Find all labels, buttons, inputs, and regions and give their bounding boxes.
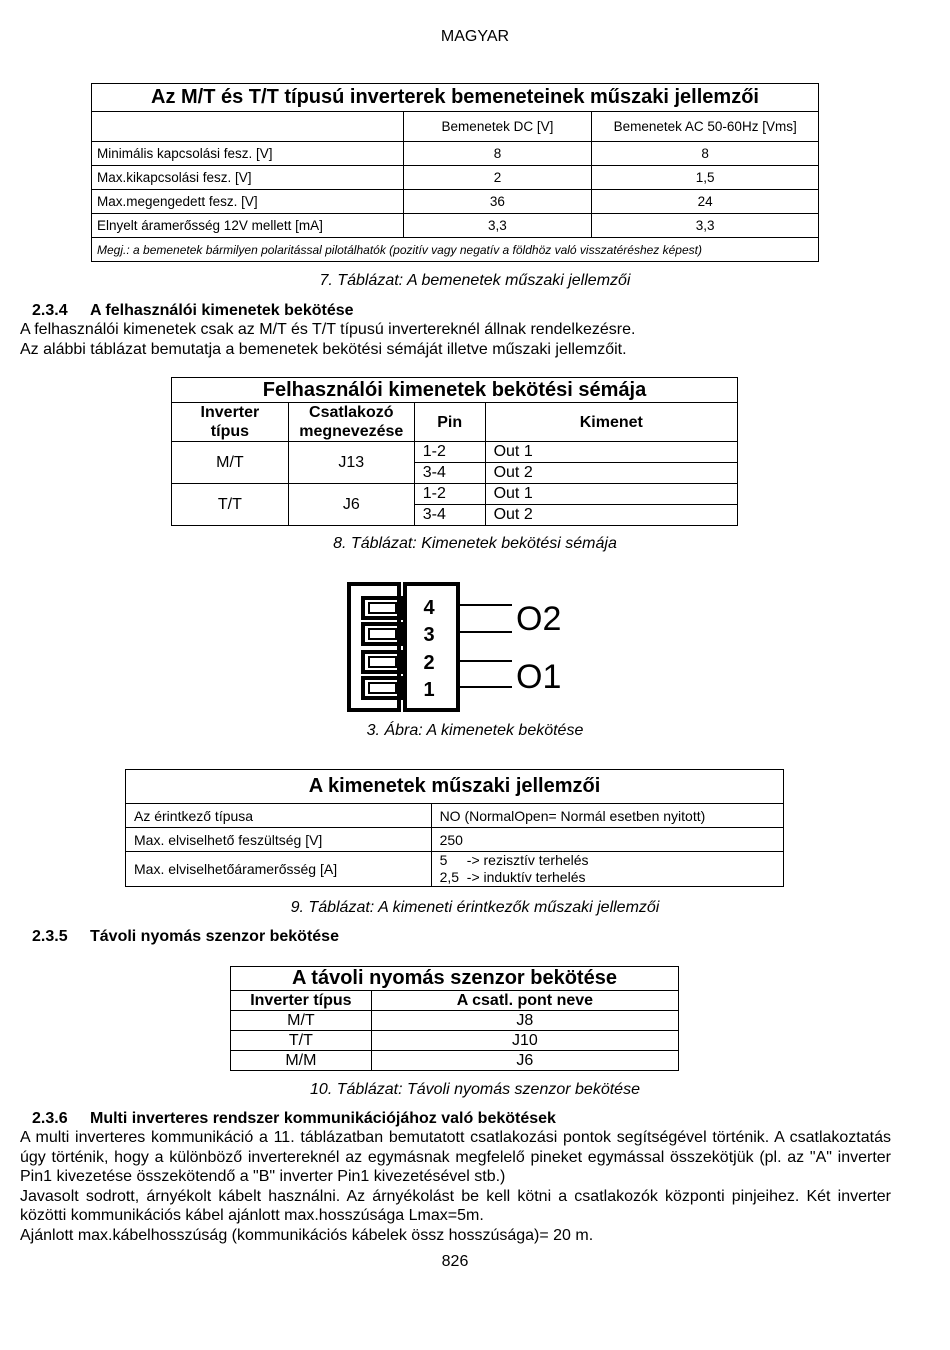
table-caption: 9. Táblázat: A kimeneti érintkezők műszaki jellemzői: [290, 899, 660, 916]
column-header-connector: [288, 403, 414, 442]
table-caption: 8. Táblázat: Kimenetek bekötési sémája: [333, 535, 617, 552]
table-row: [126, 804, 784, 828]
connector-name: J6: [288, 484, 414, 526]
connection-point: J8: [371, 1011, 678, 1031]
dc-value: 36: [403, 190, 592, 214]
output-value: Out 1: [485, 484, 737, 505]
section-paragraph: [20, 1128, 891, 1245]
table-title: A távoli nyomás szenzor bekötése: [231, 967, 679, 991]
pressure-sensor-table: [230, 966, 679, 1071]
header-line: megnevezése: [299, 423, 404, 440]
output-label-o2: O2: [516, 600, 562, 638]
terminal-slot-inner: [369, 683, 396, 693]
outputs-wiring-table: [171, 377, 738, 526]
terminal-slot-inner: [369, 603, 396, 613]
inverter-type: M/T: [172, 442, 289, 484]
row-label: Az érintkező típusa: [126, 804, 432, 828]
table-row: [172, 442, 738, 463]
ac-value: 1,5: [592, 166, 819, 190]
header-line: típus: [210, 423, 250, 440]
section-heading: [32, 302, 354, 320]
connector-name: J13: [288, 442, 414, 484]
output-value: Out 1: [485, 442, 737, 463]
table-row: [172, 484, 738, 505]
inverter-type: M/T: [231, 1011, 372, 1031]
column-header-pin: Pin: [414, 403, 485, 442]
terminal-block-diagram: [340, 578, 580, 714]
inverter-type: T/T: [172, 484, 289, 526]
ac-value: 24: [592, 190, 819, 214]
output-value: Out 2: [485, 505, 737, 526]
pin-value: 3-4: [414, 463, 485, 484]
inputs-spec-table: [91, 83, 819, 262]
value-line: 2,5 -> induktív terhelés: [439, 869, 586, 885]
paragraph-text: Ajánlott max.kábelhosszúság (kommunikációs kábelek össz hosszúsága)= 20 m.: [20, 1226, 594, 1244]
inverter-type: T/T: [231, 1031, 372, 1051]
column-header-ac: Bemenetek AC 50-60Hz [Vms]: [592, 112, 819, 142]
table-title: Felhasználói kimenetek bekötési sémája: [172, 378, 738, 403]
table-row: [92, 214, 819, 238]
column-header-dc: Bemenetek DC [V]: [403, 112, 592, 142]
pin-value: 1-2: [414, 442, 485, 463]
row-value: 250: [431, 828, 783, 852]
dc-value: 8: [403, 142, 592, 166]
dc-value: 2: [403, 166, 592, 190]
table-caption: 10. Táblázat: Távoli nyomás szenzor bekötése: [310, 1081, 640, 1098]
column-header-point: A csatl. pont neve: [371, 991, 678, 1011]
table-row: [92, 166, 819, 190]
paragraph-line: A felhasználói kimenetek csak az M/T és T/T típusú invertereknél állnak rendelkezésre.: [20, 321, 636, 338]
dc-value: 3,3: [403, 214, 592, 238]
section-number: 2.3.6: [32, 1110, 68, 1127]
outputs-spec-table: [125, 769, 784, 887]
column-header-type: Inverter típus: [231, 991, 372, 1011]
inverter-type: M/M: [231, 1051, 372, 1071]
header-line: Inverter: [200, 404, 260, 421]
connection-point: J10: [371, 1031, 678, 1051]
table-row: [92, 190, 819, 214]
row-value: [431, 852, 783, 887]
paragraph-text: A multi inverteres kommunikáció a 11. táblázatban bemutatott csatlakozási pontok segítségével történik. A csatlakoztatás úgy történik, hogy a különböző invertereknél az egymásnak megfelelő pineket egymással összekötjük (pl. az "A" inverter Pin1 kivezetése összekötendő a "B" inverter Pin1 kivezetésével stb.): [20, 1129, 891, 1185]
figure-caption: 3. Ábra: A kimenetek bekötése: [366, 722, 584, 739]
page-number: 826: [441, 1253, 469, 1270]
section-title: Multi inverteres rendszer kommunikációjához való bekötések: [90, 1110, 556, 1127]
table-row: [92, 142, 819, 166]
row-label: Max. elviselhetőáramerősség [A]: [126, 852, 432, 887]
pin-value: 3-4: [414, 505, 485, 526]
row-label: Minimális kapcsolási fesz. [V]: [92, 142, 404, 166]
pin-number: 1: [423, 679, 435, 701]
table-row: [231, 1051, 679, 1071]
section-title: A felhasználói kimenetek bekötése: [90, 302, 354, 319]
output-value: Out 2: [485, 463, 737, 484]
section-heading: [32, 1110, 556, 1128]
header-line: Csatlakozó: [309, 404, 394, 421]
section-number: 2.3.4: [32, 302, 68, 319]
ac-value: 3,3: [592, 214, 819, 238]
table-caption: 7. Táblázat: A bemenetek műszaki jellemzői: [319, 272, 631, 289]
row-value: NO (NormalOpen= Normál esetben nyitott): [431, 804, 783, 828]
row-label: Elnyelt áramerősség 12V mellett [mA]: [92, 214, 404, 238]
column-header-output: Kimenet: [485, 403, 737, 442]
pin-number: 4: [423, 597, 435, 619]
terminal-slot-inner: [369, 657, 396, 667]
ac-value: 8: [592, 142, 819, 166]
section-heading: [32, 928, 339, 946]
section-title: Távoli nyomás szenzor bekötése: [90, 928, 339, 945]
row-label: Max.kikapcsolási fesz. [V]: [92, 166, 404, 190]
pin-number: 2: [423, 652, 435, 674]
table-title: A kimenetek műszaki jellemzői: [126, 770, 784, 804]
table-row: [126, 828, 784, 852]
connection-point: J6: [371, 1051, 678, 1071]
paragraph-line: Az alábbi táblázat bemutatja a bemenetek bekötési sémáját illetve műszaki jellemzőit.: [20, 340, 627, 358]
row-label: Max.megengedett fesz. [V]: [92, 190, 404, 214]
output-label-o1: O1: [516, 658, 562, 696]
empty-header-cell: [92, 112, 404, 142]
table-title: Az M/T és T/T típusú inverterek bemeneteinek műszaki jellemzői: [92, 84, 819, 112]
row-label: Max. elviselhető feszültség [V]: [126, 828, 432, 852]
table-row: [231, 1011, 679, 1031]
pin-value: 1-2: [414, 484, 485, 505]
section-number: 2.3.5: [32, 928, 68, 945]
section-paragraph: [20, 320, 891, 359]
value-line: 5 -> rezisztív terhelés: [439, 852, 589, 868]
table-row: [231, 1031, 679, 1051]
terminal-slot-inner: [369, 629, 396, 639]
pin-number: 3: [423, 624, 435, 646]
page-header: MAGYAR: [440, 28, 510, 45]
column-header-type: [172, 403, 289, 442]
paragraph-text: Javasolt sodrott, árnyékolt kábelt használni. Az árnyékolást be kell kötni a csatlakozók központi pinjeihez. Két inverter közötti kommunikációs kábel ajánlott max.hosszúsága Lmax=5m.: [20, 1187, 891, 1224]
table-row: [126, 852, 784, 887]
table-note: Megj.: a bemenetek bármilyen polaritással pilotálhatók (pozitív vagy negatív a földhöz való visszatéréshez képest): [92, 238, 819, 262]
